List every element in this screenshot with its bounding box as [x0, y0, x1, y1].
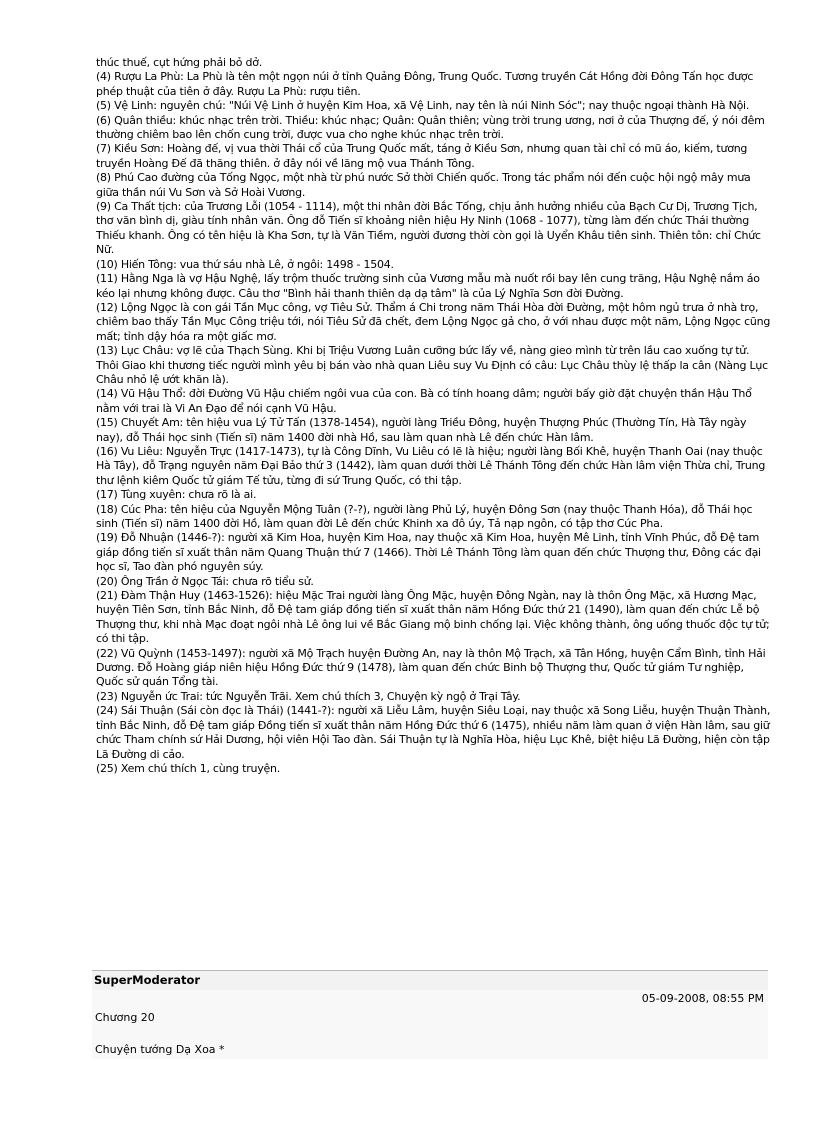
- footnote: (13) Lục Châu: vợ lẽ của Thạch Sùng. Khi bị Triệu Vương Luân cưỡng bức lấy về, nàng gieo mình từ trên lầu cao xuống tự tử. Thôi Giao khi thương tiếc người mình yêu bị bán vào nhà quan Liêu suy Vu Định có câu: Lục Châu thùy lệ thấp la cân (Nàng Lục Châu nhỏ lệ ướt khăn là).: [96, 344, 768, 386]
- footnote: (18) Cúc Pha: tên hiệu của Nguyễn Mộng Tuân (?-?), người làng Phủ Lý, huyện Đông Sơn (nay thuộc Thanh Hóa), đỗ Thái học sinh (Tiến sĩ) năm 1400 đời Hồ, làm quan đời Lê đến chức Khinh xa đô úy, Tả nạp ngôn, có tập thơ Cúc Pha.: [96, 502, 753, 530]
- footnote: thúc thuế, cụt hứng phải bỏ dở.: [96, 56, 262, 69]
- post-body: [92, 990, 768, 1059]
- footnote: (12) Lộng Ngọc là con gái Tần Mục công, vợ Tiêu Sử. Thẩm á Chi trong năm Thái Hòa đời Đường, một hôm ngủ trưa ở nhà trọ, chiêm bao thấy Tần Mục Công triệu tới, nói Tiêu Sử đã chết, đem Lộng Ngọc gả cho, ở với nhau được một năm, Lộng Ngọc cũng mất; tỉnh dậy hóa ra một giấc mơ.: [96, 300, 771, 343]
- story-title: Chuyện tướng Dạ Xoa *: [95, 1043, 225, 1056]
- footnote: (8) Phú Cao đường của Tống Ngọc, một nhà từ phú nước Sở thời Chiến quốc. Trong tác phẩm nói đến cuộc hội ngộ mây mưa giữa thần núi Vu Sơn và Sở Hoài Vương.: [96, 171, 751, 199]
- footnote: (24) Sái Thuận (Sái còn đọc là Thái) (1441-?): người xã Liễu Lâm, huyện Siêu Loại, nay thuộc xã Song Liễu, huyện Thuận Thành, tỉnh Bắc Ninh, đỗ Đệ tam giáp Đồng tiến sĩ xuất thân năm Hồng Đức thứ 6 (1475), nhiều năm làm quan ở viện Hàn lâm, sau giữ chức Tham chính sứ Hải Dương, hội viên Hội Tao đàn. Sái Thuận tự là Nghĩa Hòa, hiệu Lục Khê, biệt hiệu Lã Đường, hiện còn tập Lã Đường di cảo.: [96, 704, 771, 761]
- footnote: (5) Vệ Linh: nguyên chú: "Núi Vệ Linh ở huyện Kim Hoa, xã Vệ Linh, nay tên là núi Ninh Sóc"; nay thuộc ngoại thành Hà Nội.: [96, 99, 750, 113]
- chapter-heading: Chương 20: [95, 1011, 155, 1024]
- footnote: (9) Ca Thất tịch: của Trương Lỗi (1054 - 1114), một thi nhân đời Bắc Tống, chịu ảnh hưởng nhiều của Bạch Cư Dị, Trương Tịch, thơ văn bình dị, giàu tính nhân văn. Ông đỗ Tiến sĩ khoảng niên hiệu Hy Ninh (1068 - 1077), từng làm đến chức Thái thường Thiếu khanh. Ông có tên hiệu là Kha Sơn, tự là Văn Tiềm, người đương thời còn gọi là Uyển Khâu tiên sinh. Thiên tôn: chỉ Chức Nữ.: [96, 200, 761, 257]
- footnote: (4) Rượu La Phù: La Phù là tên một ngọn núi ở tỉnh Quảng Đông, Trung Quốc. Tương truyền Cát Hồng đời Đông Tấn học được phép thuật của tiên ở đây. Rượu La Phù: rượu tiên.: [96, 70, 754, 98]
- footnote: (21) Đàm Thận Huy (1463-1526): hiệu Mặc Trai người làng Ông Mặc, huyện Đông Ngàn, nay là thôn Ông Mặc, xã Hương Mạc, huyện Tiên Sơn, tỉnh Bắc Ninh, đỗ Đệ tam giáp đồng tiến sĩ xuất thân năm Hồng Đức thứ 21 (1490), làm quan đến chức Lễ bộ Thượng thư, khi nhà Mạc đoạt ngôi nhà Lê ông lui về Bắc Giang mộ binh chống lại. Việc không thành, ông uống thuốc độc tự tử; có thi tập.: [96, 589, 770, 646]
- post-datetime: 05-09-2008, 08:55 PM: [641, 992, 764, 1005]
- post-header: [92, 971, 768, 990]
- post-author[interactable]: SuperModerator: [94, 973, 201, 987]
- footnote: (14) Vũ Hậu Thổ: đời Đường Vũ Hậu chiếm ngôi vua của con. Bà có tính hoang dâm; người bấy giờ đặt chuyện thần Hậu Thổ nằm với trai là Vi An Đạo để nói cạnh Vũ Hậu.: [96, 387, 752, 415]
- footnote: (17) Tùng xuyên: chưa rõ là ai.: [96, 488, 257, 502]
- footnote: (16) Vu Liêu: Nguyễn Trực (1417-1473), tự là Công Dĩnh, Vu Liêu có lẽ là hiệu; người làng Bối Khê, huyện Thanh Oai (nay thuộc Hà Tây), đỗ Trạng nguyên năm Đại Bảo thứ 3 (1442), làm quan dưới thời Lê Thánh Tông đến chức Hàn lâm viện Thừa chỉ, Trung thư lệnh kiêm Quốc tử giám Tế tửu, từng đi sứ Trung Quốc, có thi tập.: [96, 444, 766, 487]
- footnote: (22) Vũ Quỳnh (1453-1497): người xã Mộ Trạch huyện Đường An, nay là thôn Mộ Trạch, xã Tân Hồng, huyện Cẩm Bình, tỉnh Hải Dương. Đỗ Hoàng giáp niên hiệu Hồng Đức thứ 9 (1478), làm quan đến chức Binh bộ Thượng thư, Quốc tử giám Tư nghiệp, Quốc sử quán Tổng tài.: [96, 646, 766, 689]
- forum-post: [92, 970, 768, 1059]
- footnote: (23) Nguyễn ức Trai: tức Nguyễn Trãi. Xem chú thích 3, Chuyện kỳ ngộ ở Trại Tây.: [96, 689, 521, 703]
- footnote: (10) Hiến Tông: vua thứ sáu nhà Lê, ở ngôi: 1498 - 1504.: [96, 257, 394, 271]
- footnote: (7) Kiều Sơn: Hoàng đế, vị vua thời Thái cổ của Trung Quốc mất, táng ở Kiều Sơn, nhưng quan tài chỉ có mũ áo, kiếm, tương truyền Hoàng Đế đã thăng thiên. ở đây nói về lăng mộ vua Thánh Tông.: [96, 142, 748, 170]
- footnote: (19) Đỗ Nhuận (1446-?): người xã Kim Hoa, huyện Kim Hoa, nay thuộc xã Kim Hoa, huyện Mê Linh, tỉnh Vĩnh Phúc, đỗ Đệ tam giáp đồng tiến sĩ xuất thân năm Quang Thuận thứ 7 (1466). Thời Lê Thánh Tông làm quan đến chức Thượng thư, Đông các đại học sĩ, Tao đàn phó nguyên súy.: [96, 531, 761, 574]
- footnote: (20) Ông Trần ở Ngọc Tái: chưa rõ tiểu sử.: [96, 574, 314, 588]
- footnote: (25) Xem chú thích 1, cùng truyện.: [96, 761, 280, 775]
- footnote: (6) Quân thiều: khúc nhạc trên trời. Thiều: khúc nhạc; Quân: Quân thiên; vùng trời trung ương, nơi ở của Thượng đế, ý nói đêm thường chiêm bao lên chốn cung trời, được vua cho nghe khúc nhạc trên trời.: [96, 113, 765, 142]
- footnote: (11) Hằng Nga là vợ Hậu Nghệ, lấy trộm thuốc trường sinh của Vương mẫu mà nuốt rồi bay lên cung trăng, Hậu Nghệ nắm áo kéo lại nhưng không được. Câu thơ "Bình hải thanh thiên dạ dạ tâm" là của Lý Nghĩa Sơn đời Đường.: [96, 272, 760, 300]
- footnote: (15) Chuyết Am: tên hiệu vua Lý Tử Tấn (1378-1454), người làng Triều Đông, huyện Thượng Phúc (Thường Tín, Hà Tây ngày nay), đỗ Thái học sinh (Tiến sĩ) năm 1400 đời nhà Hồ, sau làm quan nhà Lê đến chức Hàn lâm.: [96, 416, 747, 444]
- footnotes: [96, 56, 772, 776]
